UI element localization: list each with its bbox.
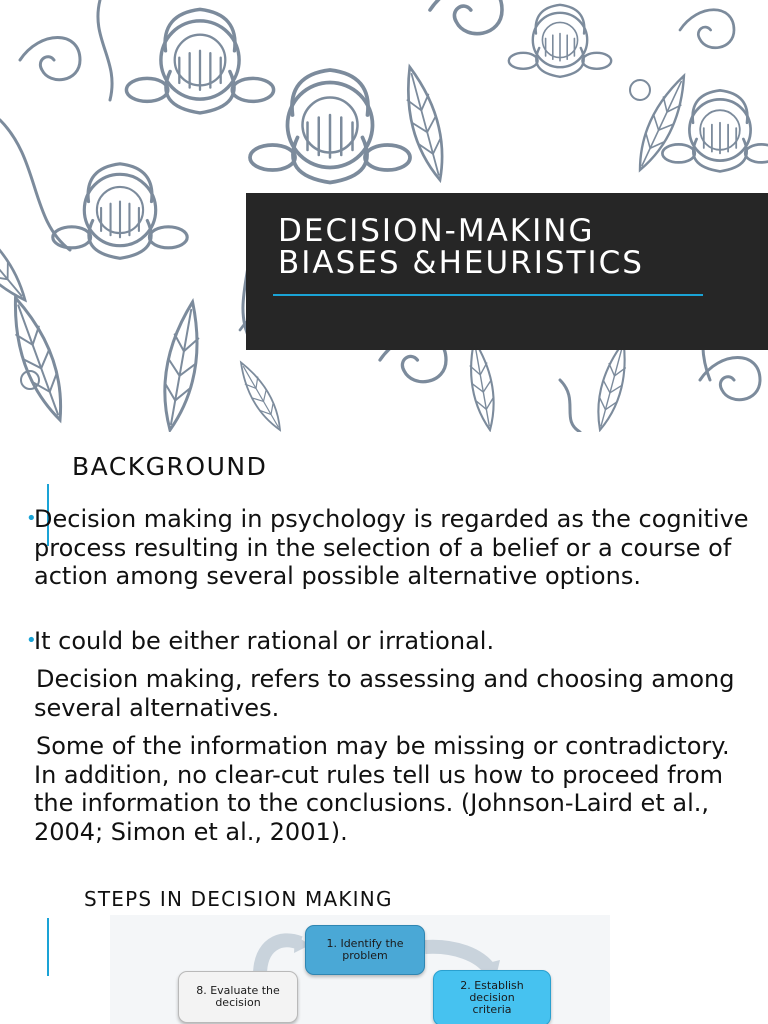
step-identify-problem bbox=[305, 925, 425, 975]
steps-heading: STEPS IN DECISION MAKING bbox=[84, 887, 393, 911]
background-heading: BACKGROUND bbox=[72, 452, 268, 481]
paragraph-1-text: Decision making in psychology is regarded as the cognitive process resulting in the selection of a belief or a course of action among several possible alternative options. bbox=[34, 505, 749, 590]
bullet-icon: • bbox=[26, 630, 37, 651]
accent-bar bbox=[47, 918, 49, 976]
step-label: 8. Evaluate the bbox=[196, 984, 280, 997]
paragraph-2 bbox=[26, 627, 759, 656]
slide-title bbox=[278, 215, 644, 279]
step-label: decision bbox=[215, 996, 261, 1009]
steps-slide bbox=[0, 862, 768, 1024]
paragraph-4 bbox=[34, 732, 759, 846]
title-slide bbox=[0, 0, 768, 432]
paragraph-1 bbox=[26, 505, 759, 591]
title-box bbox=[246, 193, 768, 350]
step-label: decision bbox=[469, 991, 515, 1004]
paragraph-3-text: Decision making, refers to assessing and choosing among several alternatives. bbox=[34, 665, 735, 722]
step-label: criteria bbox=[472, 1003, 512, 1016]
paragraph-4-text: Some of the information may be missing or contradictory. In addition, no clear-cut rules tell us how to proceed from the information to the conclusions. (Johnson-Laird et al., 2004; Simon et al., 2001). bbox=[34, 732, 730, 846]
paragraph-3 bbox=[34, 665, 759, 722]
title-underline-rule bbox=[273, 294, 703, 296]
bullet-icon: • bbox=[26, 508, 37, 529]
paragraph-2-text: It could be either rational or irrational. bbox=[34, 627, 495, 655]
title-line-1: DECISION-MAKING bbox=[278, 213, 595, 249]
background-slide bbox=[0, 432, 768, 862]
title-line-2: BIASES &HEURISTICS bbox=[278, 245, 644, 281]
step-label: problem bbox=[342, 949, 388, 962]
step-establish-criteria bbox=[433, 970, 551, 1024]
step-label: 1. Identify the bbox=[326, 937, 404, 950]
step-label: 2. Establish bbox=[460, 979, 524, 992]
step-evaluate-decision bbox=[178, 971, 298, 1023]
decision-steps-diagram bbox=[110, 915, 610, 1024]
